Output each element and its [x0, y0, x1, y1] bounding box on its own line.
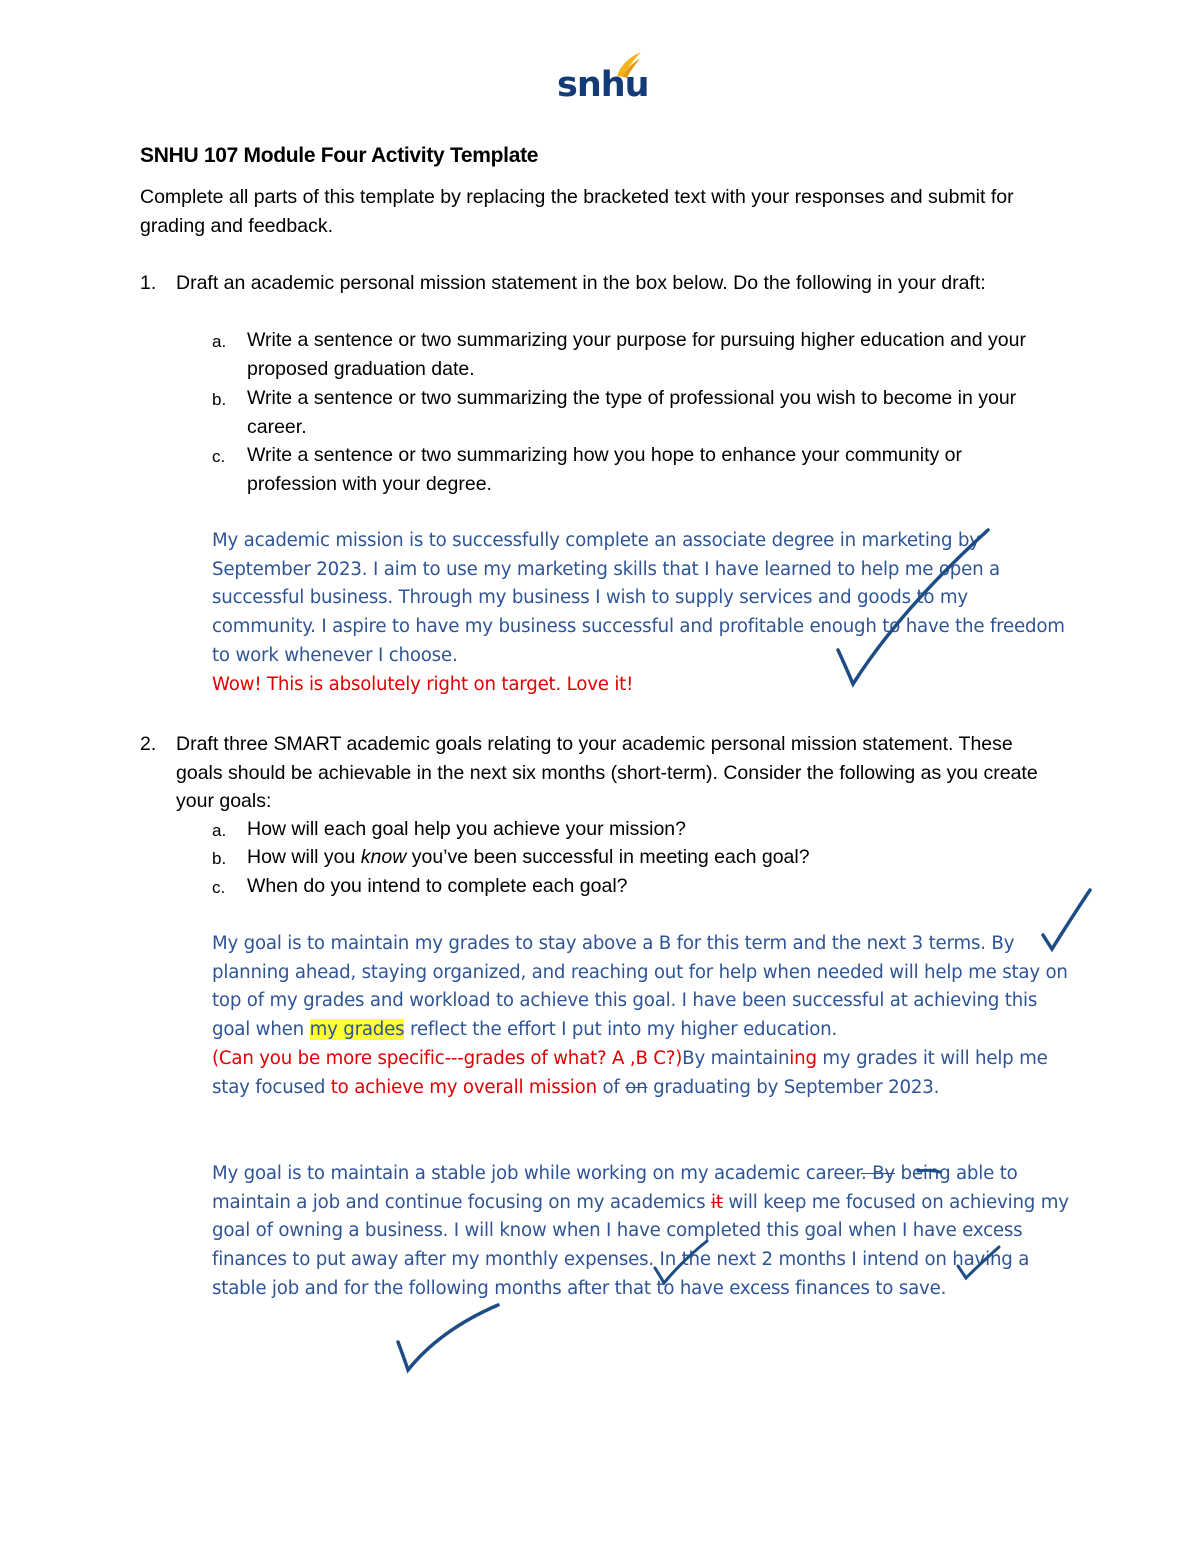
- struck-word-red: it: [710, 1191, 723, 1213]
- snhu-logo: [553, 50, 649, 110]
- goal-1-text-4: my grades it will help me stay focused: [212, 1047, 1048, 1098]
- q1-number: 1.: [140, 272, 157, 294]
- q1-item-c-letter: c.: [212, 447, 226, 466]
- q2-prompt: Draft three SMART academic goals relating to your academic personal mission statement. These goals should be achievable in the next six months (short-term). Consider the following as you create your goals:: [176, 733, 1038, 813]
- goal-1-text-2: reflect the effort I put into my higher education.: [404, 1019, 838, 1041]
- logo-text: snhu: [557, 65, 649, 105]
- q2-item-b-pre: How will you: [247, 846, 361, 868]
- q1-item-a: Write a sentence or two summarizing your purpose for pursuing higher education and your proposed graduation date.: [247, 329, 1026, 380]
- goal-1-text-6: graduating by September 2023.: [647, 1076, 940, 1098]
- inserted-text: ing: [789, 1047, 817, 1069]
- goal-2-text: My goal is to maintain a stable job while working on my academic career: [212, 1163, 861, 1184]
- goal-2-response: [212, 1160, 1072, 1304]
- q1-item-c: Write a sentence or two summarizing how you hope to enhance your community or profession with your degree.: [247, 444, 962, 495]
- goal-1-text: My goal is to maintain my grades to stay above a B for this term and the next 3 terms. By planning ahead, staying organized, and reaching out for help when needed will help me stay on top of my grades and workload to achieve this goal. I have been successful at achieving this goal when: [212, 933, 1068, 1041]
- q2-item-a: How will each goal help you achieve your mission?: [247, 818, 686, 840]
- q2-number: 2.: [140, 733, 157, 755]
- q2-item-b-letter: b.: [212, 849, 227, 868]
- q2-item-b-post: you’ve been successful in meeting each goal?: [406, 846, 810, 868]
- struck-word: on: [625, 1076, 648, 1098]
- inserted-phrase: to achieve my overall mission: [330, 1076, 597, 1098]
- page-title: SNHU 107 Module Four Activity Template: [140, 144, 539, 167]
- goal-1-response: [212, 930, 1072, 1102]
- q2-item-a-letter: a.: [212, 821, 227, 840]
- checkmark-icon: [398, 1305, 498, 1370]
- instructor-feedback: Wow! This is absolutely right on target. Love it!: [212, 673, 634, 695]
- q1-prompt: Draft an academic personal mission statement in the box below. Do the following in your draft:: [176, 272, 986, 294]
- q1-item-a-letter: a.: [212, 332, 227, 351]
- goal-1-text-3: By maintain: [682, 1047, 790, 1069]
- q1-response: [212, 527, 1072, 699]
- goal-2-text-2: being able to maintain a job and continue focusing on my academics: [212, 1163, 1018, 1213]
- q2-item-c-letter: c.: [212, 878, 226, 897]
- intro-paragraph: Complete all parts of this template by replacing the bracketed text with your responses and submit for grading and feedback.: [140, 186, 1014, 237]
- q1-item-b-letter: b.: [212, 390, 227, 409]
- instructor-comment: (Can you be more specific---grades of what? A ,B C?): [212, 1047, 683, 1069]
- q1-item-b: Write a sentence or two summarizing the type of professional you wish to become in your career.: [247, 387, 1017, 438]
- q2-item-b-emphasis: know: [360, 846, 407, 868]
- mission-statement: My academic mission is to successfully complete an associate degree in marketing by September 2023. I aim to use my marketing skills that I have learned to help me open a successful business. Through my business I wish to supply services and goods to my community. I aspire to have my business successful and profitable enough to have the freedom to work whenever I choose.: [212, 530, 1065, 666]
- goal-2-text-3: will keep me focused on achieving my goal of owning a business. I will know when I have completed this goal when I have excess finances to put away after my monthly expenses. In the next 2 months I intend on having a stable job and for the following months after that to have excess finances to save.: [212, 1191, 1069, 1299]
- q2-item-c: When do you intend to complete each goal?: [247, 875, 628, 897]
- highlighted-text: my grades: [309, 1019, 405, 1041]
- goal-1-text-5: of: [596, 1076, 626, 1098]
- q2-item-b: [247, 843, 1057, 872]
- struck-text: . By: [860, 1163, 895, 1184]
